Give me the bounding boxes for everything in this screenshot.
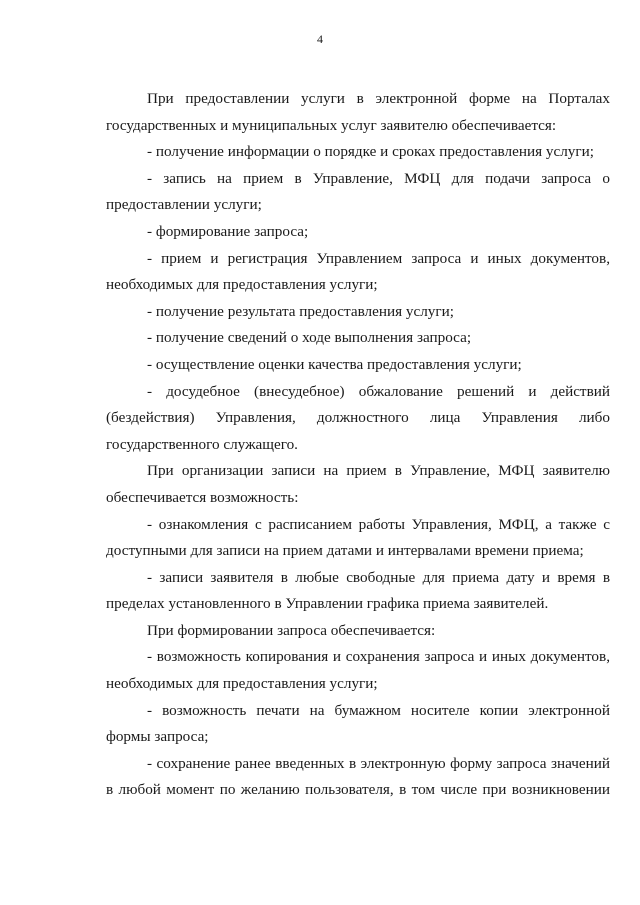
list-item: - возможность печати на бумажном носителе копии электронной формы запроса;	[106, 701, 610, 746]
list-item: - осуществление оценки качества предоставления услуги;	[147, 355, 522, 373]
paragraph: При формировании запроса обеспечивается:	[147, 621, 436, 639]
document-body	[106, 86, 610, 804]
list-item: - сохранение ранее введенных в электронную форму запроса значений в любой момент по желанию пользователя, в том числе при возникновении	[106, 754, 610, 799]
list-item: - досудебное (внесудебное) обжалование решений и действий (бездействия) Управления, должностного лица Управления либо государственного служащего.	[106, 382, 610, 453]
list-item: - прием и регистрация Управлением запроса и иных документов, необходимых для предоставления услуги;	[106, 249, 610, 294]
list-item: - запись на прием в Управление, МФЦ для подачи запроса о предоставлении услуги;	[106, 169, 610, 214]
list-item: - получение результата предоставления услуги;	[147, 302, 454, 320]
list-item: - получение сведений о ходе выполнения запроса;	[147, 329, 472, 347]
list-item: - формирование запроса;	[147, 222, 309, 240]
paragraph: При организации записи на прием в Управление, МФЦ заявителю обеспечивается возможность:	[106, 462, 610, 506]
list-item: - ознакомления с расписанием работы Управления, МФЦ, а также с доступными для записи на прием датами и интервалами времени приема;	[106, 515, 610, 560]
page-number: 4	[317, 32, 323, 46]
list-item: - возможность копирования и сохранения запроса и иных документов, необходимых для предоставления услуги;	[106, 648, 610, 693]
list-item: - получение информации о порядке и сроках предоставления услуги;	[147, 143, 594, 161]
paragraph: При предоставлении услуги в электронной форме на Порталах государственных и муниципальных услуг заявителю обеспечивается:	[106, 90, 610, 134]
list-item: - записи заявителя в любые свободные для приема дату и время в пределах установленного в Управлении графика приема заявителей.	[106, 568, 610, 613]
